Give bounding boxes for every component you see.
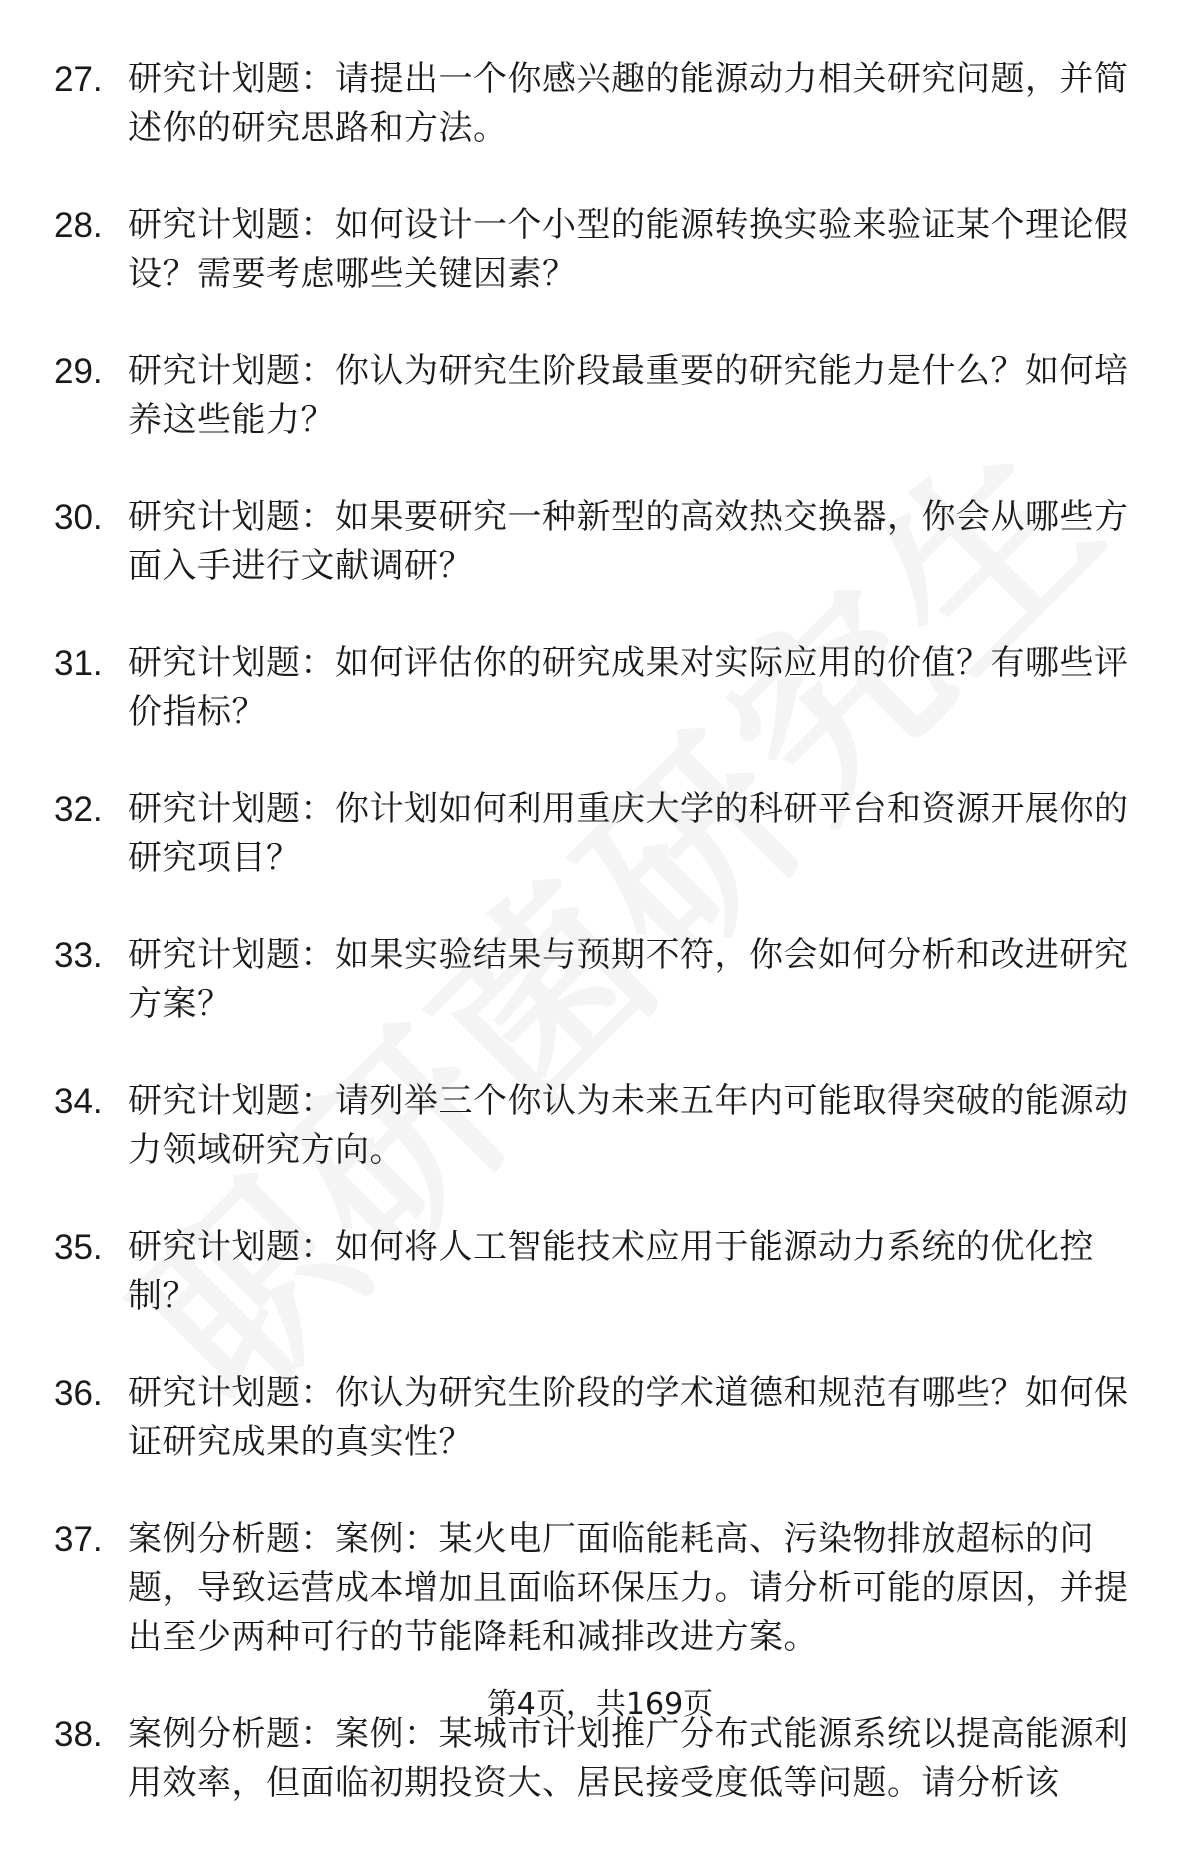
question-item (0, 785, 1200, 883)
page-number-label: 第4页，共169页 (486, 1687, 714, 1722)
question-number: 35. (54, 1228, 103, 1267)
question-number: 31. (54, 644, 103, 683)
page-footer (0, 1685, 1200, 1725)
question-text: 案例分析题：案例：某城市计划推广分布式能源系统以提高能源利用效率，但面临初期投资大、居民接受度低等问题。请分析该 (128, 1714, 1129, 1803)
question-item (0, 55, 1200, 153)
question-text: 研究计划题：请提出一个你感兴趣的能源动力相关研究问题，并简述你的研究思路和方法。 (128, 59, 1129, 148)
question-number: 32. (54, 790, 103, 829)
question-item (0, 493, 1200, 591)
question-text: 案例分析题：案例：某火电厂面临能耗高、污染物排放超标的问题，导致运营成本增加且面临环保压力。请分析可能的原因，并提出至少两种可行的节能降耗和减排改进方案。 (128, 1519, 1129, 1657)
question-text: 研究计划题：你认为研究生阶段的学术道德和规范有哪些？如何保证研究成果的真实性？ (128, 1373, 1129, 1462)
question-text: 研究计划题：如果要研究一种新型的高效热交换器，你会从哪些方面入手进行文献调研？ (128, 497, 1129, 586)
question-number: 28. (54, 206, 103, 245)
question-text: 研究计划题：如何评估你的研究成果对实际应用的价值？有哪些评价指标？ (128, 643, 1129, 732)
question-item (0, 1369, 1200, 1467)
question-text: 研究计划题：如何设计一个小型的能源转换实验来验证某个理论假设？需要考虑哪些关键因素？ (128, 205, 1129, 294)
question-text: 研究计划题：你计划如何利用重庆大学的科研平台和资源开展你的研究项目？ (128, 789, 1129, 878)
question-number: 27. (54, 60, 103, 99)
question-number: 37. (54, 1520, 103, 1559)
question-text: 研究计划题：请列举三个你认为未来五年内可能取得突破的能源动力领域研究方向。 (128, 1081, 1129, 1170)
question-item (0, 1077, 1200, 1175)
question-item (0, 931, 1200, 1029)
question-number: 29. (54, 352, 103, 391)
question-item (0, 201, 1200, 299)
question-text: 研究计划题：如何将人工智能技术应用于能源动力系统的优化控制？ (128, 1227, 1094, 1316)
question-number: 36. (54, 1374, 103, 1413)
question-item (0, 1223, 1200, 1321)
question-number: 38. (54, 1715, 103, 1754)
question-item (0, 639, 1200, 737)
question-number: 33. (54, 936, 103, 975)
question-list (0, 55, 1200, 1856)
question-item (0, 1515, 1200, 1662)
question-number: 30. (54, 498, 103, 537)
question-item (0, 347, 1200, 445)
question-text: 研究计划题：你认为研究生阶段最重要的研究能力是什么？如何培养这些能力？ (128, 351, 1129, 440)
question-number: 34. (54, 1082, 103, 1121)
question-text: 研究计划题：如果实验结果与预期不符，你会如何分析和改进研究方案？ (128, 935, 1129, 1024)
